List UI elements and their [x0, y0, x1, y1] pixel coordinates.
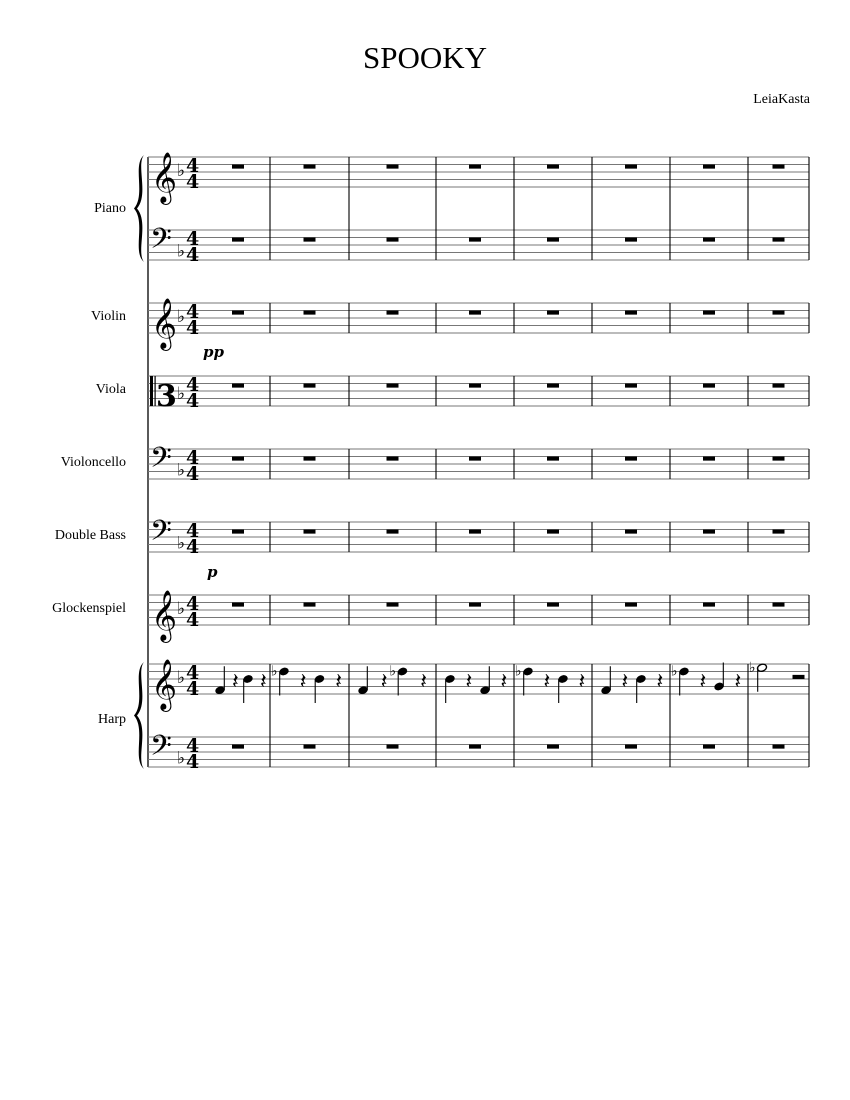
- whole-rest: [773, 745, 785, 749]
- whole-rest: [625, 238, 637, 242]
- whole-rest: [387, 745, 399, 749]
- quarter-rest: 𝄽: [578, 669, 586, 695]
- whole-rest: [625, 311, 637, 315]
- whole-rest: [547, 384, 559, 388]
- flat-key-signature-icon: ♭: [177, 599, 186, 619]
- whole-rest: [547, 745, 559, 749]
- whole-rest: [703, 311, 715, 315]
- whole-rest: [469, 745, 481, 749]
- time-signature-bottom: 4: [186, 463, 200, 485]
- whole-rest: [703, 384, 715, 388]
- flat-key-signature-icon: ♭: [177, 533, 186, 554]
- instrument-label-viola: Viola: [95, 382, 126, 397]
- whole-rest: [304, 530, 316, 534]
- time-signature-bottom: 4: [186, 171, 200, 193]
- whole-rest: [625, 457, 637, 461]
- whole-rest: [547, 238, 559, 242]
- time-signature-bottom: 4: [186, 317, 200, 339]
- quarter-rest: 𝄽: [420, 669, 427, 695]
- flat-key-signature-icon: ♭: [177, 307, 186, 327]
- whole-rest: [387, 603, 399, 607]
- time-signature-top: 4: [186, 155, 200, 177]
- whole-rest: [304, 457, 316, 461]
- quarter-rest: 𝄽: [380, 669, 388, 695]
- flat-key-signature-icon: ♭: [177, 161, 186, 181]
- whole-rest: [773, 457, 785, 461]
- whole-rest: [703, 238, 715, 242]
- time-signature-top: 4: [186, 593, 200, 615]
- whole-rest: [469, 238, 481, 242]
- whole-rest: [387, 384, 399, 388]
- whole-rest: [304, 238, 316, 242]
- quarter-rest: 𝄽: [500, 669, 508, 695]
- whole-rest: [469, 311, 481, 315]
- quarter-rest: 𝄽: [260, 669, 267, 695]
- whole-rest: [547, 165, 559, 169]
- whole-rest: [387, 457, 399, 461]
- whole-rest: [625, 530, 637, 534]
- bass-clef-icon: 𝄢: [150, 514, 172, 555]
- whole-rest: [304, 603, 316, 607]
- flat-accidental: ♭: [749, 659, 756, 676]
- treble-clef-icon: 𝄞: [151, 659, 178, 710]
- whole-rest: [773, 384, 785, 388]
- flat-key-signature-icon: ♭: [177, 748, 186, 769]
- instrument-label-glockenspiel: Glockenspiel: [52, 601, 126, 616]
- flat-key-signature-icon: ♭: [177, 460, 186, 481]
- whole-rest: [304, 311, 316, 315]
- bass-clef-icon: 𝄢: [150, 441, 172, 482]
- instrument-label-violin: Violin: [91, 309, 126, 324]
- whole-rest: [232, 238, 244, 242]
- whole-rest: [387, 311, 399, 315]
- whole-rest: [232, 384, 244, 388]
- whole-rest: [387, 530, 399, 534]
- quarter-rest: 𝄽: [699, 669, 707, 695]
- instrument-label-piano: Piano: [94, 201, 126, 216]
- bass-clef-icon: 𝄢: [150, 222, 172, 263]
- flat-key-signature-icon: ♭: [177, 668, 186, 688]
- brace-icon: [134, 155, 144, 262]
- alto-clef-icon: 3: [156, 379, 177, 414]
- whole-rest: [703, 603, 715, 607]
- time-signature-top: 4: [186, 301, 200, 323]
- treble-clef-icon: 𝄞: [151, 590, 178, 641]
- time-signature-top: 4: [186, 374, 200, 396]
- whole-rest: [547, 603, 559, 607]
- whole-rest: [547, 311, 559, 315]
- time-signature-bottom: 4: [186, 609, 200, 631]
- whole-rest: [469, 603, 481, 607]
- bass-clef-icon: 𝄢: [150, 729, 172, 770]
- time-signature-top: 4: [186, 228, 200, 250]
- whole-rest: [469, 530, 481, 534]
- time-signature-top: 4: [186, 735, 200, 757]
- time-signature-bottom: 4: [186, 678, 200, 700]
- composer-name: LeiaKasta: [753, 92, 810, 107]
- flat-key-signature-icon: ♭: [177, 241, 186, 262]
- flat-accidental: ♭: [515, 663, 522, 680]
- instrument-label-double-bass: Double Bass: [54, 528, 126, 543]
- flat-accidental: ♭: [271, 663, 278, 680]
- whole-rest: [547, 530, 559, 534]
- time-signature-top: 4: [186, 662, 200, 684]
- whole-rest: [625, 603, 637, 607]
- whole-rest: [703, 457, 715, 461]
- whole-rest: [469, 457, 481, 461]
- alto-clef-icon: [150, 376, 153, 406]
- score-title: SPOOKY: [362, 40, 488, 75]
- whole-rest: [469, 165, 481, 169]
- whole-rest: [703, 165, 715, 169]
- time-signature-bottom: 4: [186, 244, 200, 266]
- whole-rest: [304, 165, 316, 169]
- whole-rest: [773, 238, 785, 242]
- whole-rest: [469, 384, 481, 388]
- quarter-rest: 𝄽: [734, 669, 742, 695]
- whole-rest: [625, 384, 637, 388]
- whole-rest: [547, 457, 559, 461]
- treble-clef-icon: 𝄞: [151, 152, 178, 203]
- whole-rest: [387, 238, 399, 242]
- whole-rest: [625, 745, 637, 749]
- dynamic-marking-pp: pp: [203, 343, 224, 361]
- whole-rest: [773, 603, 785, 607]
- whole-rest: [304, 384, 316, 388]
- time-signature-bottom: 4: [186, 390, 200, 412]
- quarter-rest: 𝄽: [543, 669, 551, 695]
- instrument-label-harp: Harp: [98, 712, 126, 727]
- whole-rest: [232, 311, 244, 315]
- whole-rest: [773, 530, 785, 534]
- whole-rest: [304, 745, 316, 749]
- flat-accidental: ♭: [671, 663, 678, 680]
- time-signature-bottom: 4: [186, 751, 200, 773]
- whole-rest: [703, 745, 715, 749]
- whole-rest: [232, 603, 244, 607]
- time-signature-top: 4: [186, 447, 200, 469]
- instrument-label-violoncello: Violoncello: [60, 455, 126, 470]
- time-signature-bottom: 4: [186, 536, 200, 558]
- whole-rest: [232, 457, 244, 461]
- quarter-rest: 𝄽: [299, 669, 307, 695]
- treble-clef-icon: 𝄞: [151, 298, 178, 349]
- time-signature-top: 4: [186, 520, 200, 542]
- whole-rest: [625, 165, 637, 169]
- whole-rest: [773, 165, 785, 169]
- quarter-rest: 𝄽: [621, 669, 629, 695]
- quarter-rest: 𝄽: [335, 669, 342, 695]
- whole-rest: [773, 311, 785, 315]
- whole-rest: [232, 165, 244, 169]
- dynamic-marking-p: p: [207, 563, 218, 581]
- whole-rest: [703, 530, 715, 534]
- whole-rest: [387, 165, 399, 169]
- brace-icon: [134, 662, 144, 769]
- half-rest: [793, 675, 805, 679]
- quarter-rest: 𝄽: [232, 669, 239, 695]
- whole-rest: [232, 745, 244, 749]
- flat-key-signature-icon: ♭: [177, 383, 186, 404]
- quarter-rest: 𝄽: [656, 669, 664, 695]
- quarter-rest: 𝄽: [465, 669, 473, 695]
- flat-accidental: ♭: [389, 663, 397, 680]
- whole-rest: [232, 530, 244, 534]
